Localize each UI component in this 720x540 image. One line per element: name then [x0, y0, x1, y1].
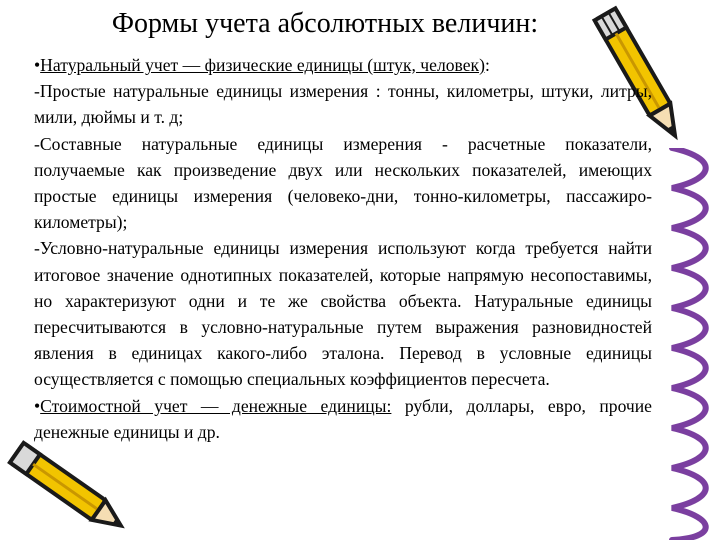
page-title: Формы учета абсолютных величин: — [111, 8, 539, 39]
cost-accounting-tail: рубли, доллары, евро, прочие денежные единицы и др. — [34, 395, 652, 442]
bullet-cost-accounting — [34, 393, 652, 445]
bullet-marker: • — [34, 395, 41, 416]
para-simple-units: -Простые натуральные единицы измерения : тонны, километры, штуки, литры, мили, дюймы и т. д; — [34, 81, 652, 128]
para-compound-units: -Составные натуральные единицы измерения - расчетные показатели, получаемые как произведение двух или нескольких показателей, имеющих простые единицы измерения (человеко-дни, тонно-километры, пассажиро-километры); — [34, 133, 652, 233]
spiral-binding-icon — [662, 148, 720, 540]
cost-accounting-term: Стоимостной учет — денежные единицы: — [40, 395, 392, 416]
slide-body — [34, 52, 652, 445]
para-conditional-units: -Условно-натуральные единицы измерения используют когда требуется найти итоговое значение однотипных показателей, которые напрямую несопоставимы, но характеризуют одни и те же свойства объекта. Натуральные единицы пересчитываются в условно-натуральные путем выражения разновидностей явления в единицах какого-либо эталона. Перевод в условные единицы осуществляется с помощью специальных коэффициентов пересчета. — [34, 238, 652, 390]
bullet-marker: • — [34, 55, 41, 75]
pencil-icon — [0, 440, 150, 540]
natural-accounting-tail: : — [484, 55, 490, 75]
natural-accounting-term: Натуральный учет — физические единицы (штук, человек) — [40, 55, 485, 75]
bullet-natural-accounting — [34, 52, 652, 78]
